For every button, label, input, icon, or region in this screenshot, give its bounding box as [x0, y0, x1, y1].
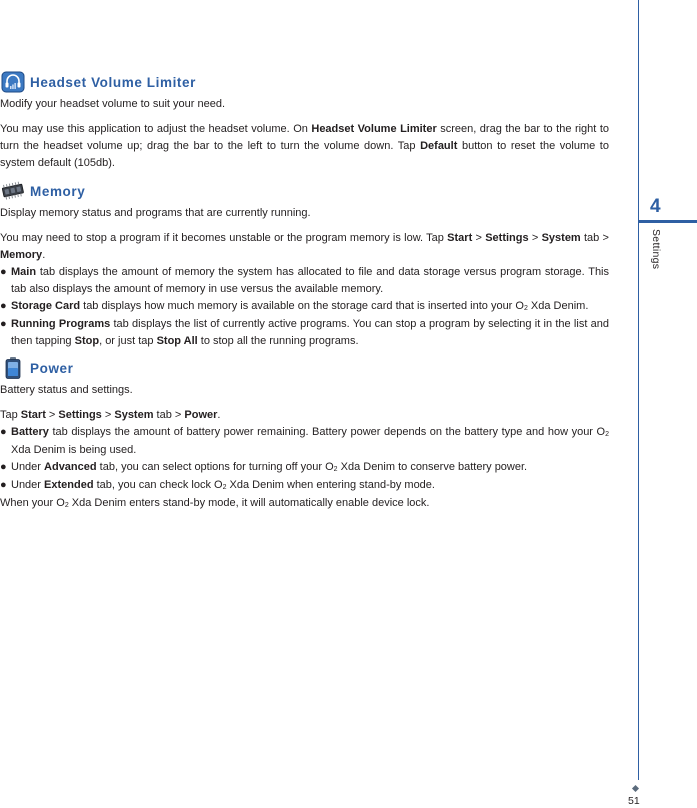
- battery-icon: [0, 356, 26, 380]
- headset-volume-icon: [0, 70, 26, 94]
- headset-section-title: Headset Volume Limiter: [30, 74, 196, 90]
- diamond-icon: [632, 785, 639, 792]
- power-section-title: Power: [30, 360, 74, 376]
- page-content: [0, 68, 609, 513]
- list-item: ● Battery tab displays the amount of battery power remaining. Battery power depends on the battery type and how your $O_2$ Xda Denim is being used.: [0, 426, 609, 456]
- list-item: ● Running Programs tab displays the list of currently active programs. You can stop a program by selecting it in the list and then tapping Stop, or just tap Stop All to stop all the running programs.: [0, 318, 609, 347]
- headset-subtitle: Modify your headset volume to suit your need.: [0, 98, 226, 110]
- list-item: ● Storage Card tab displays how much memory is available on the storage card that is inserted into your $O_2$ Xda Denim.: [0, 300, 589, 312]
- chapter-label: Settings: [650, 229, 662, 270]
- memory-section-title: Memory: [30, 183, 86, 199]
- page-number: 51: [628, 795, 640, 807]
- headset-description: You may use this application to adjust the headset volume. On Headset Volume Limiter screen, drag the bar to the right to turn the headset volume up; drag the bar to the left to turn the volume down. Tap Default button to reset the volume to system default (105db).: [0, 123, 610, 169]
- power-intro: Tap Start > Settings > System tab > Power.: [0, 409, 221, 421]
- power-closing-note: When your $O_2$ Xda Denim enters stand-by mode, it will automatically enable device lock.: [0, 497, 430, 509]
- memory-subtitle: Display memory status and programs that are currently running.: [0, 207, 311, 219]
- sidebar-divider-line: [638, 0, 639, 780]
- memory-intro: You may need to stop a program if it becomes unstable or the program memory is low. Tap Start > Settings > System tab > Memory.: [0, 232, 609, 261]
- headset-section-heading: [0, 68, 609, 96]
- power-section-heading: [0, 354, 609, 382]
- power-subtitle: Battery status and settings.: [0, 384, 133, 396]
- list-item: ● Under Advanced tab, you can select options for turning off your $O_2$ Xda Denim to conserve battery power.: [0, 461, 528, 473]
- memory-section-heading: [0, 177, 609, 205]
- chapter-bar: [639, 220, 697, 223]
- chapter-number: 4: [650, 196, 661, 217]
- list-item: ● Under Extended tab, you can check lock $O_2$ Xda Denim when entering stand-by mode.: [0, 479, 435, 491]
- memory-chip-icon: [0, 179, 26, 203]
- list-item: ● Main tab displays the amount of memory the system has allocated to file and data storage versus program storage. This tab also displays the amount of memory in use versus the available memory.: [0, 266, 609, 295]
